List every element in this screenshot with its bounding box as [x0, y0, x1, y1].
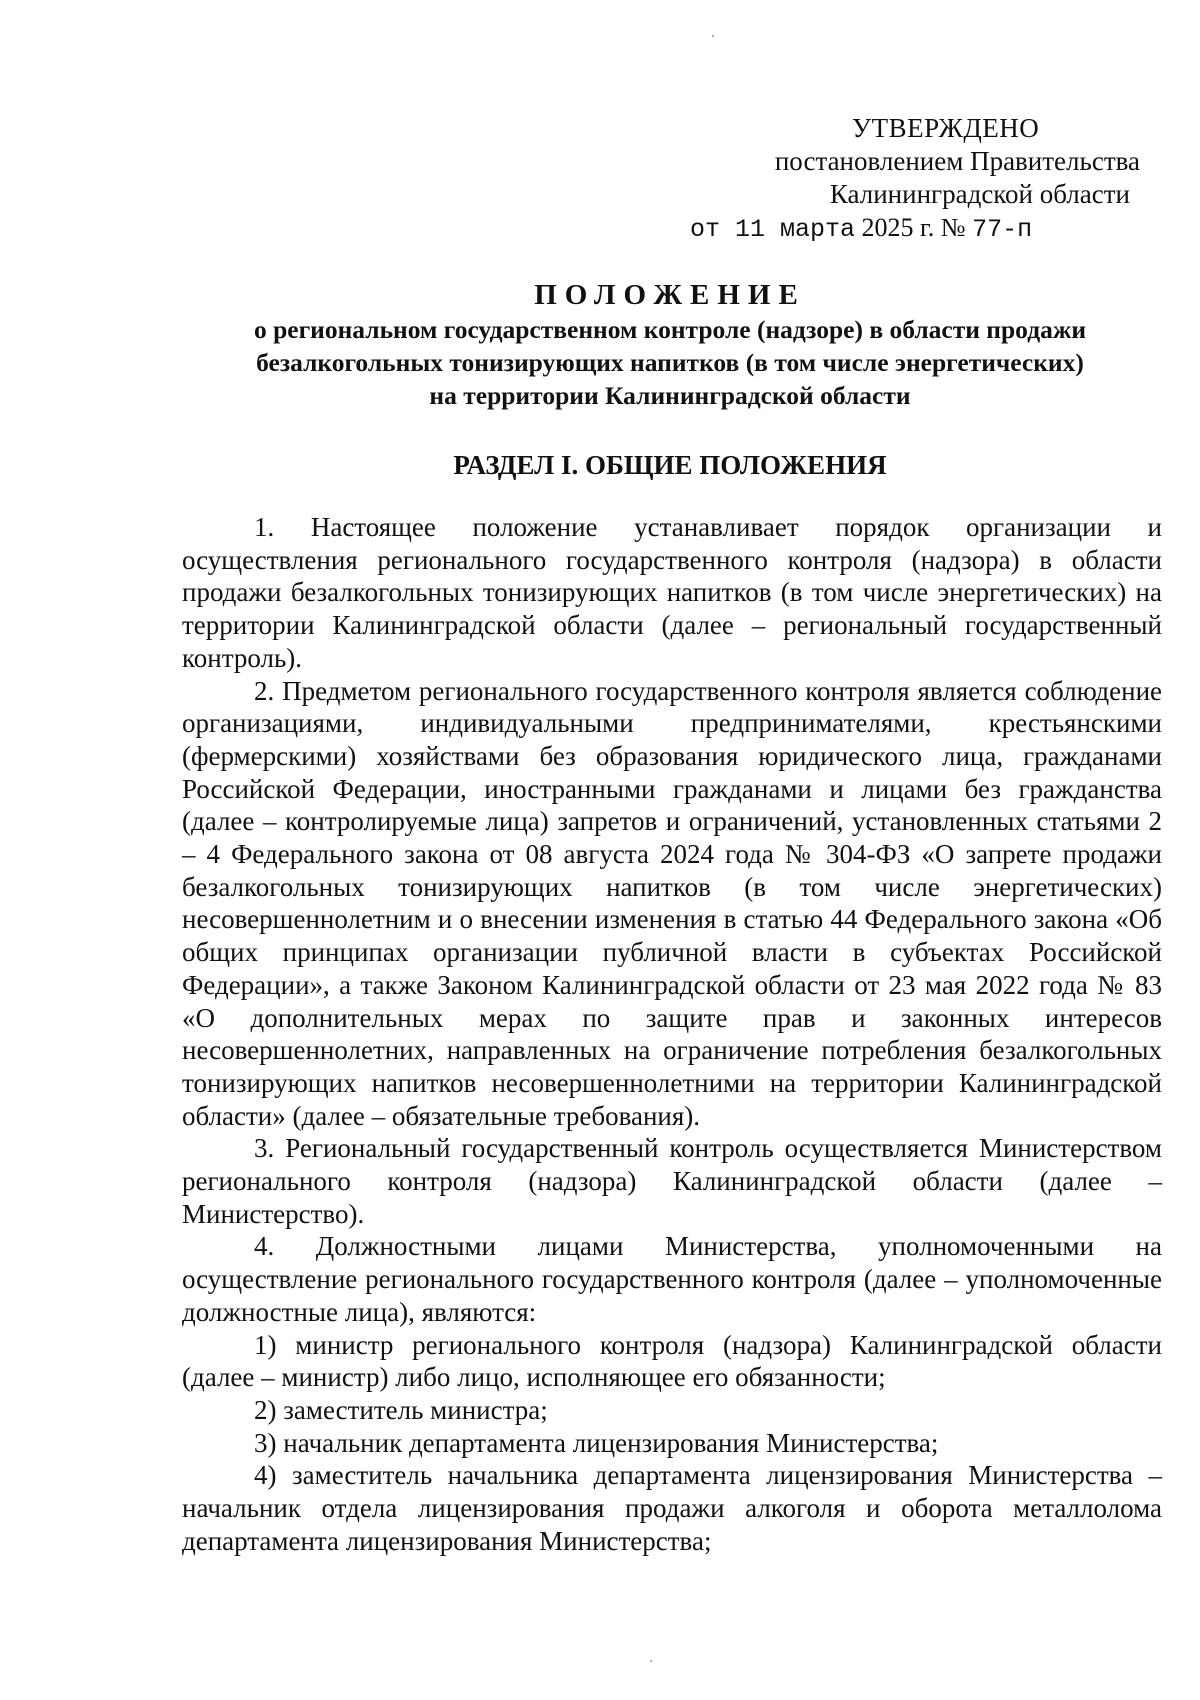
approval-date: от 11 марта	[690, 215, 856, 244]
document-title	[150, 277, 1190, 412]
approval-region: Калининградской области	[829, 179, 1130, 209]
approval-year: 2025 г. №	[861, 213, 966, 242]
section-heading: РАЗДЕЛ I. ОБЩИЕ ПОЛОЖЕНИЯ	[453, 450, 887, 480]
title-sub-line: безалкогольных тонизирующих напитков (в том числе энергетических)	[256, 348, 1084, 377]
list-item: 3) начальник департамента лицензирования Министерства;	[254, 1427, 939, 1458]
list-item: 1) министр регионального контроля (надзора) Калининградской области (далее – министр) либо лицо, исполняющее его обязанности;	[182, 1329, 1162, 1393]
list-item: 2) заместитель министра;	[254, 1394, 548, 1425]
title-main: ПОЛОЖЕНИЕ	[534, 279, 806, 311]
approval-decree: постановлением Правительства	[774, 146, 1140, 176]
approval-heading: УТВЕРЖДЕНО	[852, 113, 1040, 143]
list-item: 4) заместитель начальника департамента лицензирования Министерства – начальник отдела лицензирования продажи алкоголя и оборота металлолома департамента лицензирования Министерства;	[182, 1460, 1162, 1556]
scan-speck	[712, 35, 714, 37]
paragraph: 2. Предметом регионального государственного контроля является соблюдение организациями, индивидуальными предпринимателями, крестьянскими (фермерскими) хозяйствами без образования юридического лица, гражданами Российской Федерации, иностранными гражданами и лицами без гражданства (далее – контролируемые лица) запретов и ограничений, установленных статьями 2 – 4 Федерального закона от 08 августа 2024 года № 304-ФЗ «О запрете продажи безалкогольных тонизирующих напитков (в том числе энергетических) несовершеннолетним и о внесении изменения в статью 44 Федерального закона «Об общих принципах организации публичной власти в субъектах Российской Федерации», а также Законом Калининградской области от 23 мая 2022 года № 83 «О дополнительных мерах по защите прав и законных интересов несовершеннолетних, направленных на ограничение потребления безалкогольных тонизирующих напитков несовершеннолетними на территории Калининградской области» (далее – обязательные требования).	[182, 675, 1162, 1131]
approval-number: 77-п	[972, 215, 1033, 244]
approval-stamp-block	[690, 112, 1140, 246]
title-sub-line: о региональном государственном контроле (надзоре) в области продажи	[253, 315, 1087, 344]
paragraph: 3. Региональный государственный контроль осуществляется Министерством регионального контроля (надзора) Калининградской области (далее – Министерство).	[182, 1133, 1162, 1229]
title-sub-line: на территории Калининградской области	[429, 381, 911, 410]
document-body	[182, 511, 1162, 1558]
paragraph: 4. Должностными лицами Министерства, уполномоченными на осуществление регионального государственного контроля (далее – уполномоченные должностные лица), являются:	[182, 1231, 1162, 1327]
paragraph: 1. Настоящее положение устанавливает порядок организации и осуществления регионального государственного контроля (надзора) в области продажи безалкогольных тонизирующих напитков (в том числе энергетических) на территории Калининградской области (далее – региональный государственный контроль).	[182, 512, 1162, 673]
approval-date-line	[690, 211, 1140, 246]
scan-speck	[650, 1660, 652, 1662]
